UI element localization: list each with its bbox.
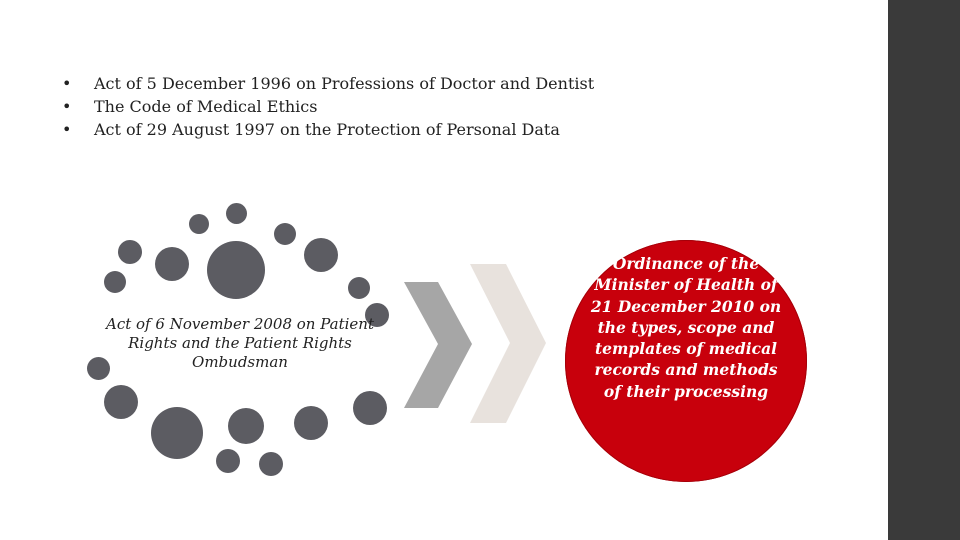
dot: [274, 223, 296, 245]
dot: [353, 391, 387, 425]
bullet-text: The Code of Medical Ethics: [94, 97, 318, 116]
dot: [304, 238, 338, 272]
dot: [189, 214, 209, 234]
red-circle-text: Ordinance of the Minister of Health of 21 December 2010 on the types, scope and templates of medical records and methods of their processing: [590, 254, 782, 401]
center-text: Act of 6 November 2008 on Patient Rights and the Patient Rights Ombudsman: [106, 315, 374, 371]
chevron-dark-icon: [400, 280, 475, 410]
dot: [207, 241, 265, 299]
dot: [104, 271, 126, 293]
dot: [226, 203, 247, 224]
dot: [228, 408, 264, 444]
bullet-text: Act of 29 August 1997 on the Protection of Personal Data: [94, 120, 560, 139]
dot: [151, 407, 203, 459]
dot: [294, 406, 328, 440]
bullet-glyph: •: [62, 120, 72, 139]
bullet-text: Act of 5 December 1996 on Professions of Doctor and Dentist: [94, 74, 595, 93]
dot: [104, 385, 138, 419]
chevron-light-icon: [466, 262, 550, 425]
dot: [216, 449, 240, 473]
bullet-glyph: •: [62, 97, 72, 116]
dot: [259, 452, 283, 476]
dot: [118, 240, 142, 264]
dot: [155, 247, 189, 281]
dot: [348, 277, 370, 299]
bullet-glyph: •: [62, 74, 72, 93]
